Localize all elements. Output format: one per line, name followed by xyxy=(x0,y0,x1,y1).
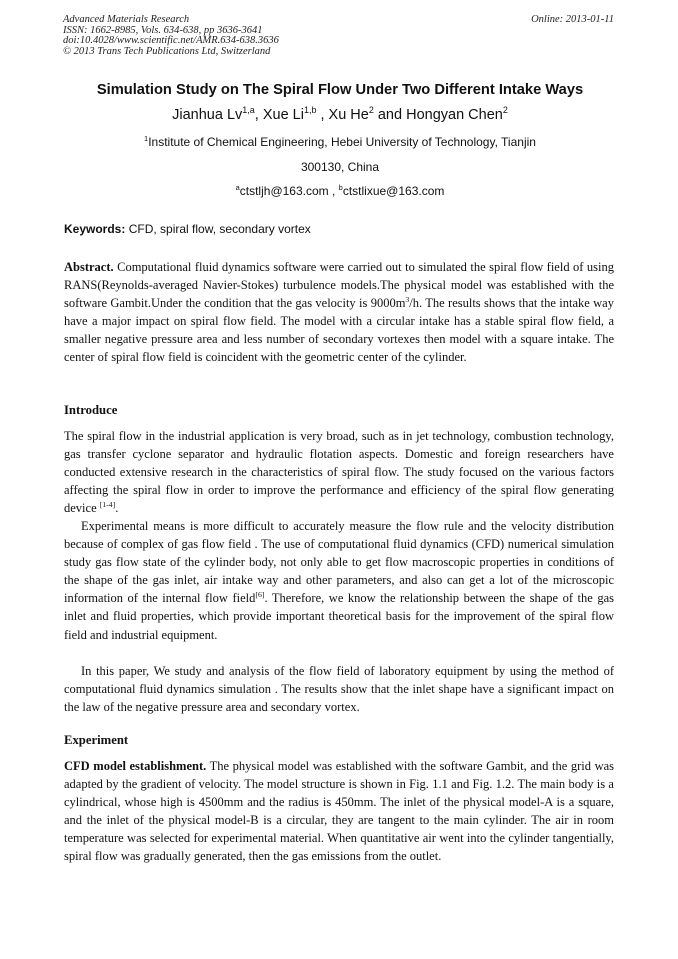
abstract-sup: 3 xyxy=(405,295,410,305)
citation-ref: [1-4] xyxy=(99,500,116,510)
email-sup: a xyxy=(235,183,240,192)
author-name: and Hongyan Chen xyxy=(373,107,503,123)
affiliation-line-2: 300130, China xyxy=(300,160,380,174)
experiment-text: The physical model was established with the software Gambit, and the grid was adapted by the gradient of velocity. The model structure is shown in Fig. 1.1 and Fig. 1.2. The main body is a cylindrical, whose high is 4500mm and the radius is 450mm. The inlet of the physical model-A is a square, and the inlet of the physical model-B is a circular, they are tangent to the main cylinder. The air in room temperature was selected for experimental material. When quantitative air went into the cylinder tangentially, spiral flow was gradually generated, then the gas emissions from the outlet. xyxy=(64,759,615,864)
intro-paragraph-3: In this paper, We study and analysis of the flow field of laboratory equipment by using the method of computational fluid dynamics simulation . The results show that the inlet shape have a significant impact on the law of the negative pressure area and secondary vortex. xyxy=(64,664,614,715)
intro-text: Experimental means is more difficult to accurately measure the flow rule and the velocity distribution because of complex of gas flow field . The use of computational fluid dynamics (CFD) numerical simulation study gas flow state of the cylinder body, not only able to get flow macroscopic properties in conditions of the shape of the gas inlet, air intake way and other parameters, and also can get a lot of the microscopic information of the internal flow field xyxy=(64,519,614,606)
journal-name: Advanced Materials Research xyxy=(63,14,190,25)
section-heading-experiment: Experiment xyxy=(64,733,129,747)
author-name: Jianhua Lv xyxy=(172,107,243,123)
author-sup: 2 xyxy=(502,105,508,116)
intro-text: . xyxy=(115,501,119,516)
abstract-text: /h. The results shows that the intake way have a major impact on spiral flow field. The model with a circular intake has a stable spiral flow field, a smaller negative pressure area and less number of secondary vortexes then model with a square intake. The center of spiral flow field is coincident with the geometric center of the cylinder. xyxy=(64,296,614,365)
intro-text: The spiral flow in the industrial application is very broad, such as in jet technology, combustion technology, gas transfer cyclone separator and hydraulic flotation aspects. Domestic and foreign researchers have conducted extensive research in the characteristics of spiral flow. The study focused on the various factors affecting the spiral flow in order to improve the performance and efficiency of the spiral flow generating device xyxy=(64,429,614,516)
author-sup: 1,b xyxy=(303,105,317,116)
email-sup: b xyxy=(338,183,343,192)
intro-text: . Therefore, we know the relationship between the shape of the gas inlet and fluid properties, which provide important theoretical basis for the improvement of the spiral flow field and industrial equipment. xyxy=(64,591,614,642)
abstract-label: Abstract. xyxy=(64,260,114,274)
author-name: , Xu He xyxy=(316,107,369,123)
affiliation-text: Institute of Chemical Engineering, Hebei University of Technology, Tianjin xyxy=(148,135,536,149)
affiliation-sup: 1 xyxy=(144,134,149,143)
email-separator: , xyxy=(328,184,339,198)
abstract xyxy=(64,258,614,367)
online-date: Online: 2013-01-11 xyxy=(531,14,614,25)
section-heading-introduce: Introduce xyxy=(64,403,118,417)
author-sup: 2 xyxy=(368,105,374,116)
doi-line: doi:10.4028/www.scientific.net/AMR.634-638.3636 xyxy=(63,35,279,47)
intro-paragraph-2 xyxy=(64,517,614,644)
email-a: ctstljh@163.com xyxy=(239,184,329,198)
keywords-label: Keywords: xyxy=(64,222,126,236)
experiment-paragraph xyxy=(64,757,614,866)
issn-line: ISSN: 1662-8985, Vols. 634-638, pp 3636-3641 xyxy=(63,24,263,36)
email-line xyxy=(40,184,640,198)
keywords xyxy=(64,222,616,236)
author-sup: 1,a xyxy=(242,105,255,116)
subsection-label: CFD model establishment. xyxy=(64,759,207,773)
copyright-line: © 2013 Trans Tech Publications Ltd, Switzerland xyxy=(63,45,271,57)
citation-ref: [6] xyxy=(255,590,265,600)
affiliation-line-1 xyxy=(40,135,640,149)
keywords-text: CFD, spiral flow, secondary vortex xyxy=(128,222,311,236)
journal-header xyxy=(63,15,279,57)
paper-title: Simulation Study on The Spiral Flow Under Two Different Intake Ways xyxy=(96,82,584,98)
intro-paragraph-1 xyxy=(64,427,614,517)
email-b: ctstlixue@163.com xyxy=(342,184,445,198)
author-name: , Xue Li xyxy=(254,107,304,123)
author-list xyxy=(40,107,640,123)
abstract-text: Computational fluid dynamics software were carried out to simulated the spiral flow field of using RANS(Reynolds-averaged Navier-Stokes) turbulence models.The physical model was established with the software Gambit.Under the condition that the gas velocity is 9000m xyxy=(64,260,614,311)
